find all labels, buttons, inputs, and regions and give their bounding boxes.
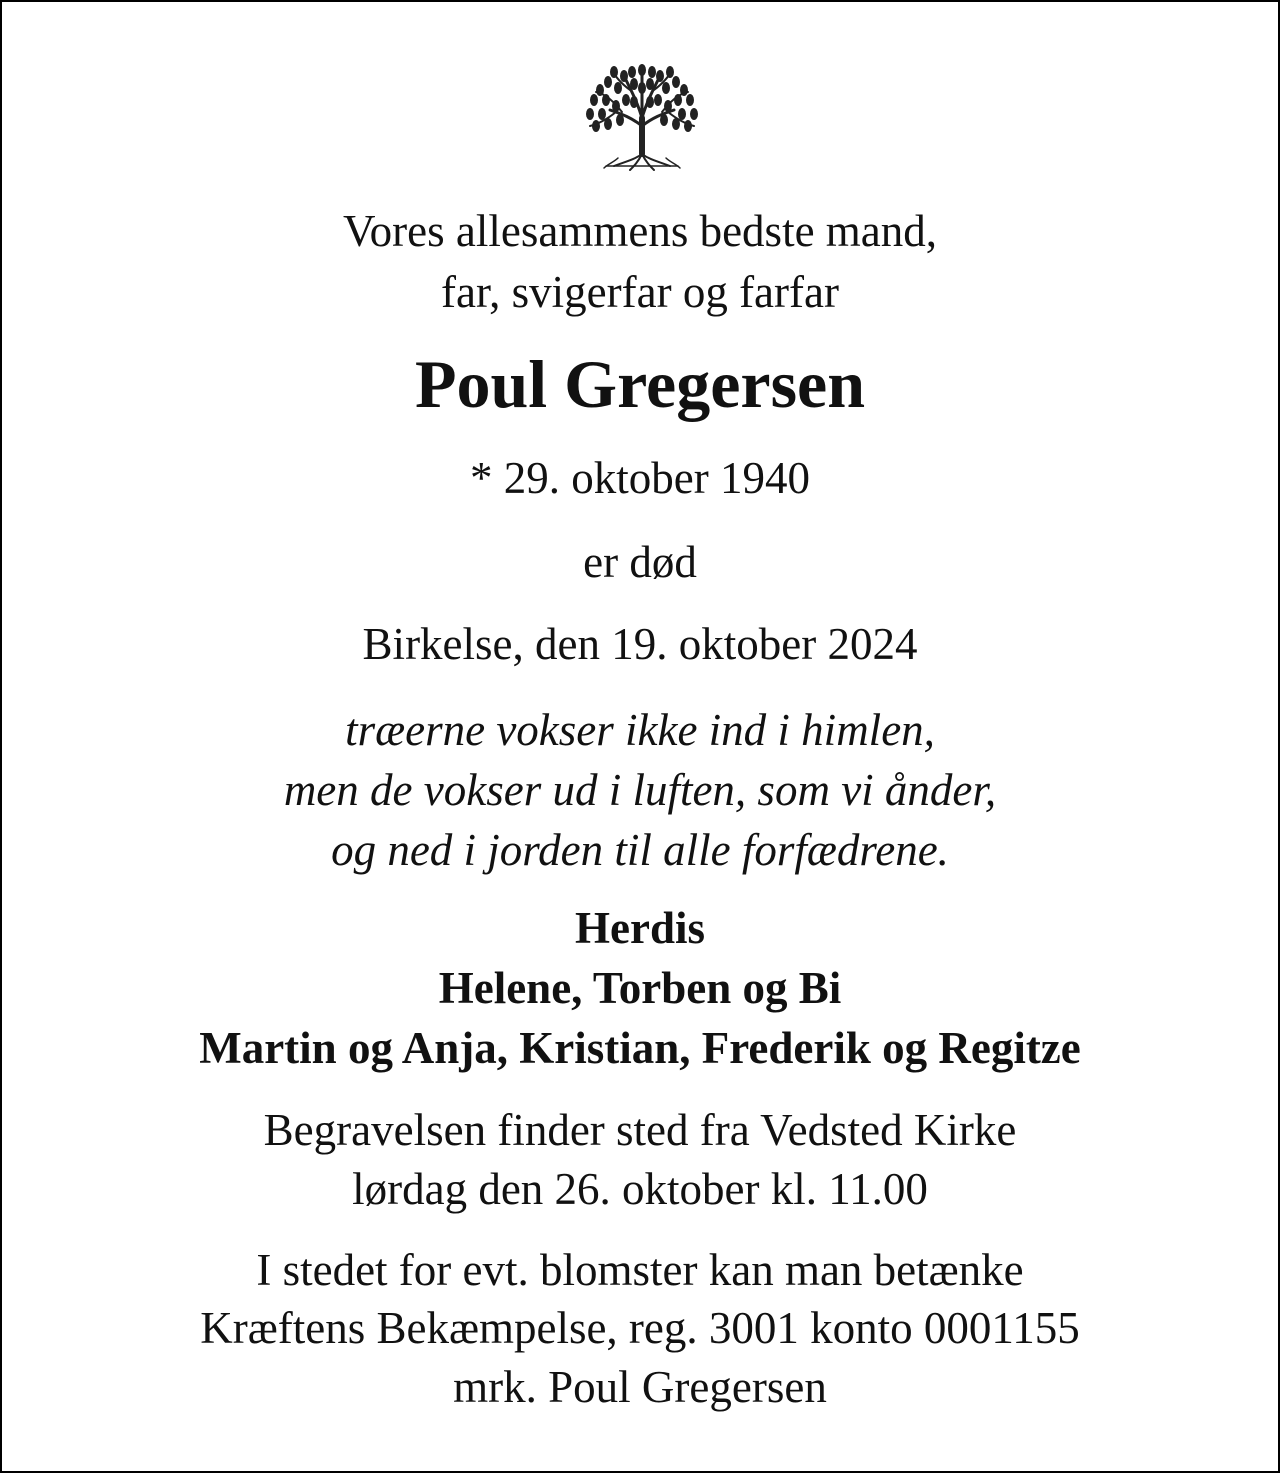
verse-line: og ned i jorden til alle forfædrene. [331,825,949,875]
donation-line: Kræftens Bekæmpelse, reg. 3001 konto 0001155 [200,1303,1080,1353]
place-date: Birkelse, den 19. oktober 2024 [362,619,918,669]
intro-line: far, svigerfar og farfar [441,267,839,317]
deceased-name: Poul Gregersen [414,346,866,422]
birth-date: * 29. oktober 1940 [470,453,810,503]
family-line: Helene, Torben og Bi [438,963,842,1013]
donation-line: I stedet for evt. blomster kan man betænke [256,1245,1024,1295]
tree-of-life-icon [582,62,702,174]
donation-line: mrk. Poul Gregersen [453,1362,827,1412]
passed-text: er død [583,537,697,587]
family-line: Martin og Anja, Kristian, Frederik og Regitze [199,1023,1081,1073]
family-line: Herdis [575,903,705,953]
funeral-line: Begravelsen finder sted fra Vedsted Kirke [263,1105,1017,1155]
intro-line: Vores allesammens bedste mand, [342,206,938,256]
verse-line: træerne vokser ikke ind i himlen, [345,705,935,755]
verse-line: men de vokser ud i luften, som vi ånder, [283,765,997,815]
funeral-line: lørdag den 26. oktober kl. 11.00 [352,1164,928,1214]
